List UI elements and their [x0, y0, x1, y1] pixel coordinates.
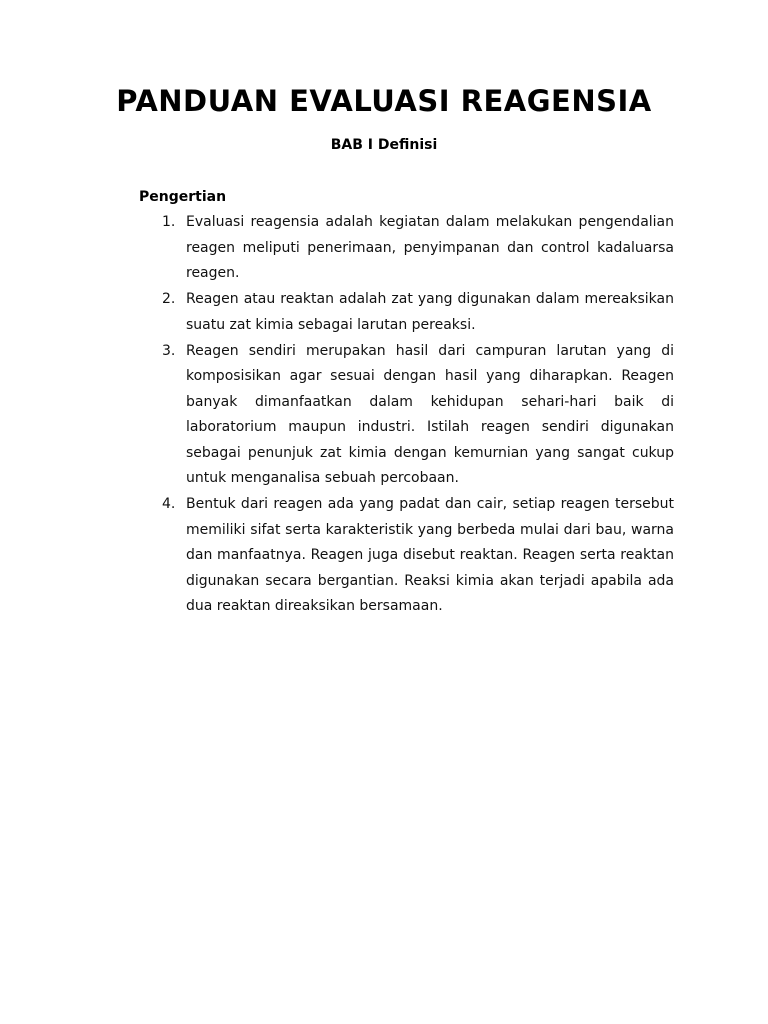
list-item-text: Reagen atau reaktan adalah zat yang digunakan dalam mereaksikan suatu zat kimia sebagai larutan pereaksi. — [186, 291, 674, 333]
list-item-text: Evaluasi reagensia adalah kegiatan dalam melakukan pengendalian reagen meliputi penerimaan, penyimpanan dan control kadaluarsa reagen. — [186, 214, 674, 281]
list-item — [162, 339, 674, 492]
list-item-number: 1. — [162, 214, 176, 230]
list-item-number: 3. — [162, 342, 176, 359]
definition-list — [162, 210, 674, 620]
chapter-heading: BAB I Definisi — [330, 137, 438, 153]
list-item-text: Bentuk dari reagen ada yang padat dan cair, setiap reagen tersebut memiliki sifat serta karakteristik yang berbeda mulai dari bau, warna dan manfaatnya. Reagen juga disebut reaktan. Reagen serta reaktan digunakan secara bergantian. Reaksi kimia akan terjadi apabila ada dua reaktan direaksikan bersamaan. — [186, 496, 674, 614]
list-item — [162, 210, 674, 287]
list-item — [162, 287, 674, 338]
section-heading: Pengertian — [139, 189, 227, 205]
list-item-number: 2. — [162, 291, 176, 307]
list-item — [162, 492, 674, 620]
list-item-text: Reagen sendiri merupakan hasil dari campuran larutan yang di komposisikan agar sesuai dengan hasil yang diharapkan. Reagen banyak dimanfaatkan dalam kehidupan sehari-hari baik di laboratorium maupun industri. Istilah reagen sendiri digunakan sebagai penunjuk zat kimia dengan kemurnian yang sangat cukup untuk menganalisa sebuah percobaan. — [186, 342, 674, 486]
document-title: PANDUAN EVALUASI REAGENSIA — [116, 84, 652, 118]
list-item-number: 4. — [162, 496, 176, 512]
